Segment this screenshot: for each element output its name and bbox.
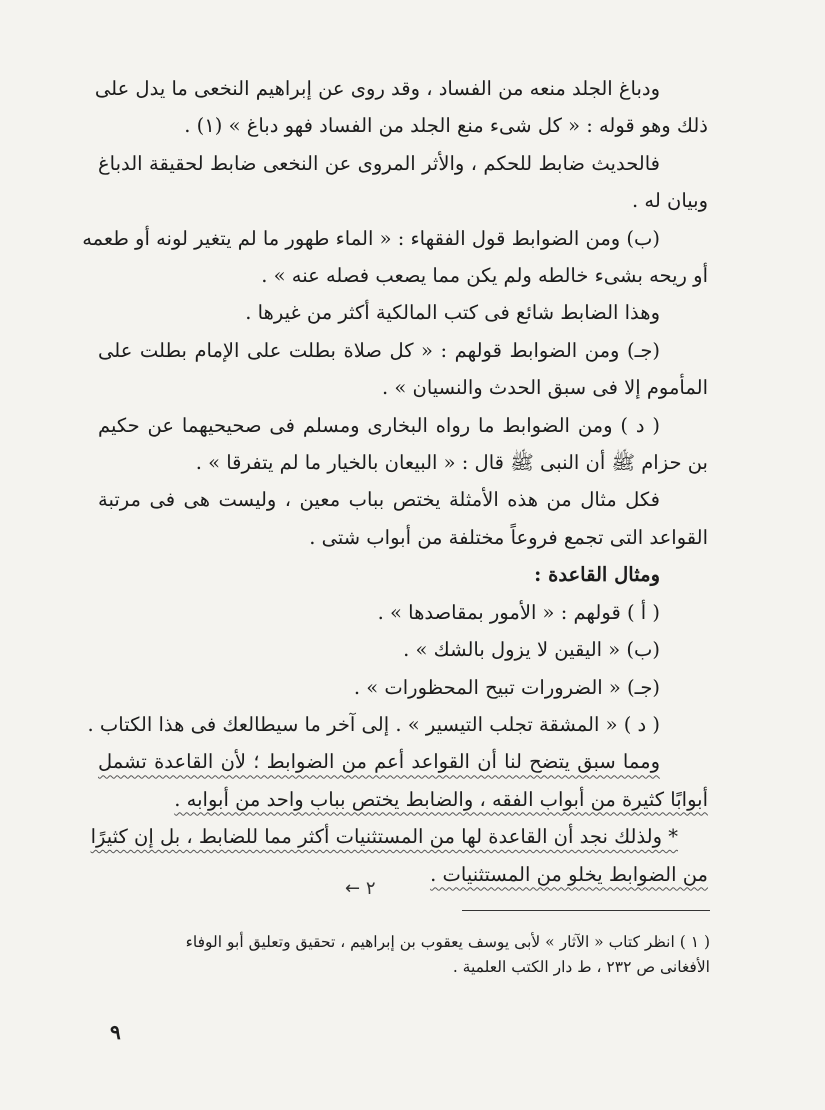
text-line: ومما سبق يتضح لنا أن القواعد أعم من الضوابط ؛ لأن القاعدة تشمل xyxy=(98,750,660,774)
text-line: ( أ ) قولهم : « الأمور بمقاصدها » . xyxy=(377,600,660,624)
text-line: فكل مثال من هذه الأمثلة يختص بباب معين ، وليست هى فى مرتبة xyxy=(98,488,660,512)
text-line: (جـ) « الضرورات تبيح المحظورات » . xyxy=(353,675,660,699)
text-line: القواعد التى تجمع فروعاً مختلفة من أبواب شتى . xyxy=(309,525,708,549)
text-line: المأموم إلا فى سبق الحدث والنسيان » . xyxy=(381,376,708,400)
text-line: أو ريحه بشىء خالطه ولم يكن مما يصعب فصله عنه » . xyxy=(261,264,708,288)
text-line: فالحديث ضابط للحكم ، والأثر المروى عن النخعى ضابط لحقيقة الدباغ xyxy=(98,151,660,175)
text-line: ( د ) ومن الضوابط ما رواه البخارى ومسلم فى صحيحيهما عن حكيم xyxy=(98,413,660,437)
text-line: * ولذلك نجد أن القاعدة لها من المستثنيات أكثر مما للضابط ، بل إن كثيرًا xyxy=(90,825,678,849)
body-text xyxy=(82,70,708,893)
text-line: من الضوابط يخلو من المستثنيات . xyxy=(430,862,708,886)
page-number: ٩ xyxy=(110,1020,121,1044)
handwritten-margin-note: ← ٢ xyxy=(345,878,376,899)
text-line: ودباغ الجلد منعه من الفساد ، وقد روى عن إبراهيم النخعى ما يدل على xyxy=(94,77,660,100)
text-line: وهذا الضابط شائع فى كتب المالكية أكثر من غيرها . xyxy=(245,301,660,325)
footnote-separator xyxy=(462,910,710,911)
footnote xyxy=(96,930,710,980)
text-line: ومثال القاعدة : xyxy=(534,563,660,587)
text-line: وبيان له . xyxy=(632,189,708,213)
text-line: ذلك وهو قوله : « كل شىء منع الجلد من الفساد فهو دباغ » (١) . xyxy=(184,114,708,138)
footnote-line-1: ( ١ ) انظر كتاب « الآثار » لأبى يوسف يعقوب بن إبراهيم ، تحقيق وتعليق أبو الوفاء xyxy=(185,933,710,951)
text-line: (ب) « اليقين لا يزول بالشك » . xyxy=(403,638,660,662)
text-line: ( د ) « المشقة تجلب التيسير » . إلى آخر ما سيطالعك فى هذا الكتاب . xyxy=(87,712,660,736)
text-line: أبوابًا كثيرة من أبواب الفقه ، والضابط يختص بباب واحد من أبوابه . xyxy=(174,787,708,811)
footnote-line-2: الأفغانى ص ٢٣٢ ، ط دار الكتب العلمية . xyxy=(452,958,710,976)
text-line: (ب) ومن الضوابط قول الفقهاء : « الماء طهور ما لم يتغير لونه أو طعمه xyxy=(82,226,660,250)
text-line: بن حزام ﷺ أن النبى ﷺ قال : « البيعان بالخيار ما لم يتفرقا » . xyxy=(195,451,708,475)
text-line: (جـ) ومن الضوابط قولهم : « كل صلاة بطلت على الإمام بطلت على xyxy=(98,338,660,362)
